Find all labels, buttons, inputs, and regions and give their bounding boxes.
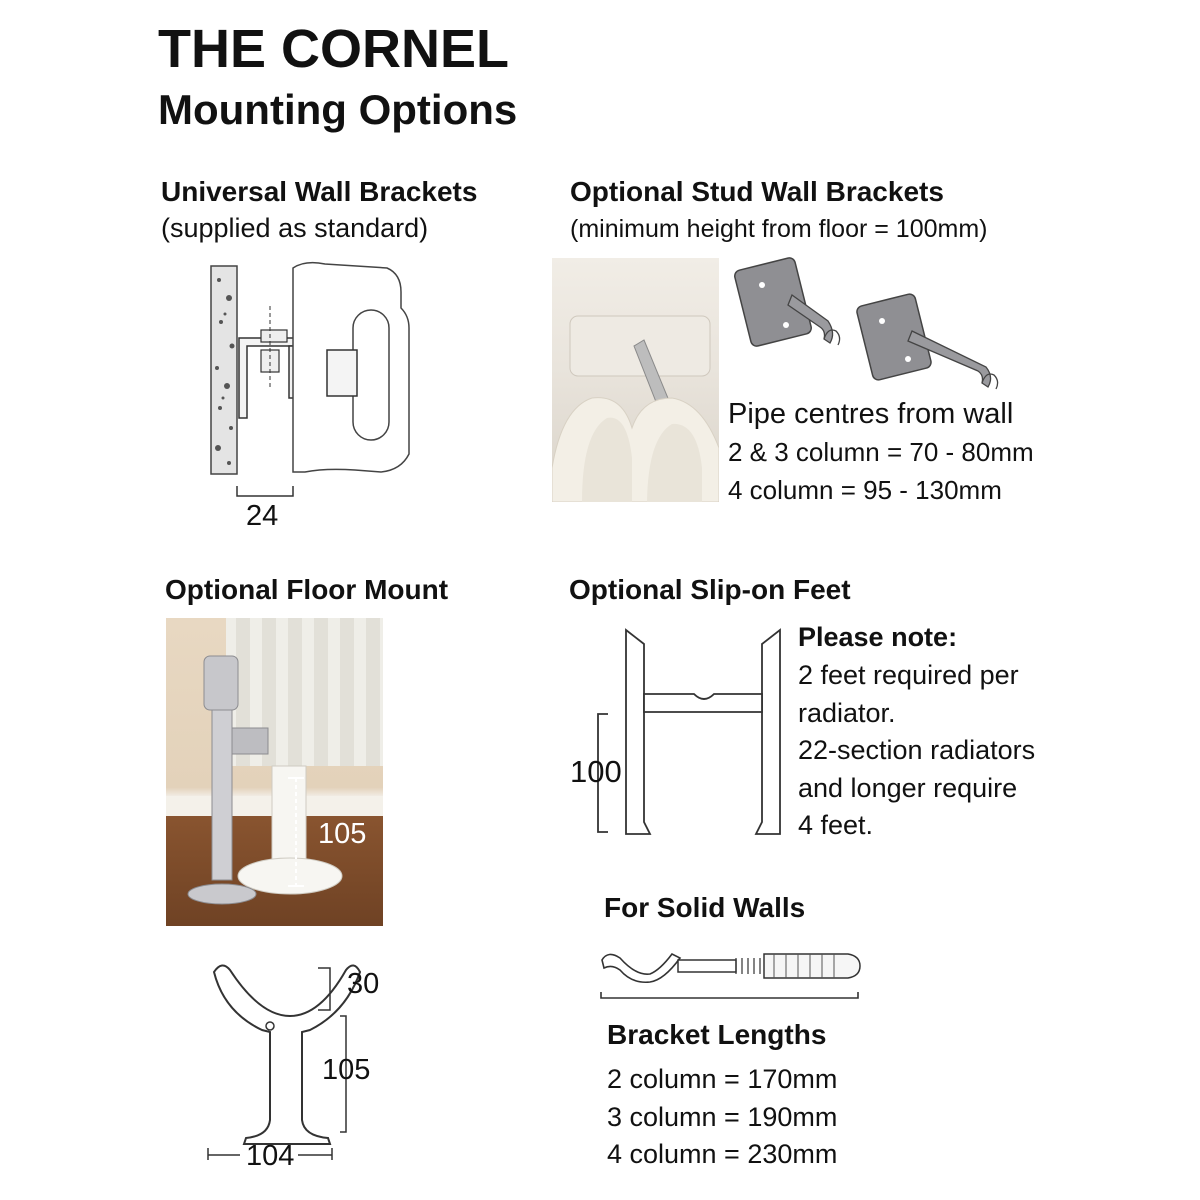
universal-heading: Universal Wall Brackets bbox=[161, 176, 478, 207]
feet-dim-label: 100 bbox=[570, 754, 622, 789]
floor-dim-width-label: 104 bbox=[246, 1140, 295, 1172]
bracket-length-item: 2 column = 170mm bbox=[607, 1064, 838, 1094]
universal-bracket-diagram bbox=[205, 258, 425, 518]
stud-bracket-drawings bbox=[732, 255, 1012, 395]
page-subtitle: Mounting Options bbox=[158, 86, 518, 133]
stud-pipe-line2: 4 column = 95 - 130mm bbox=[728, 475, 1002, 505]
solid-heading: For Solid Walls bbox=[604, 892, 806, 923]
feet-note-line: radiator. bbox=[798, 698, 896, 728]
stud-pipe-line1: 2 & 3 column = 70 - 80mm bbox=[728, 437, 1034, 467]
stud-pipe-heading: Pipe centres from wall bbox=[728, 398, 1014, 430]
floor-heading: Optional Floor Mount bbox=[165, 574, 449, 605]
feet-note-line: 2 feet required per bbox=[798, 660, 1019, 690]
floor-photo-dim-line bbox=[282, 776, 312, 888]
bracket-length-item: 3 column = 190mm bbox=[607, 1102, 838, 1132]
feet-note-heading: Please note: bbox=[798, 622, 958, 652]
stud-bracket-photo bbox=[552, 258, 719, 502]
feet-note-line: and longer require bbox=[798, 773, 1018, 803]
solid-wall-bracket-diagram bbox=[598, 946, 868, 1006]
floor-mount-photo bbox=[166, 618, 383, 926]
stud-note: (minimum height from floor = 100mm) bbox=[570, 215, 988, 243]
floor-photo-dim-label: 105 bbox=[318, 818, 367, 850]
feet-note-line: 22-section radiators bbox=[798, 735, 1036, 765]
stud-heading: Optional Stud Wall Brackets bbox=[570, 176, 944, 207]
feet-heading: Optional Slip-on Feet bbox=[569, 574, 851, 605]
bracket-length-item: 4 column = 230mm bbox=[607, 1139, 838, 1169]
bracket-lengths-heading: Bracket Lengths bbox=[607, 1019, 827, 1050]
feet-note-line: 4 feet. bbox=[798, 810, 874, 840]
floor-dim-top-label: 30 bbox=[347, 968, 380, 1000]
universal-dim-label: 24 bbox=[246, 500, 279, 532]
universal-note: (supplied as standard) bbox=[161, 213, 429, 243]
slip-on-feet-diagram bbox=[590, 626, 790, 846]
floor-dim-height-label: 105 bbox=[322, 1054, 371, 1086]
page-title: THE CORNEL bbox=[158, 19, 509, 79]
